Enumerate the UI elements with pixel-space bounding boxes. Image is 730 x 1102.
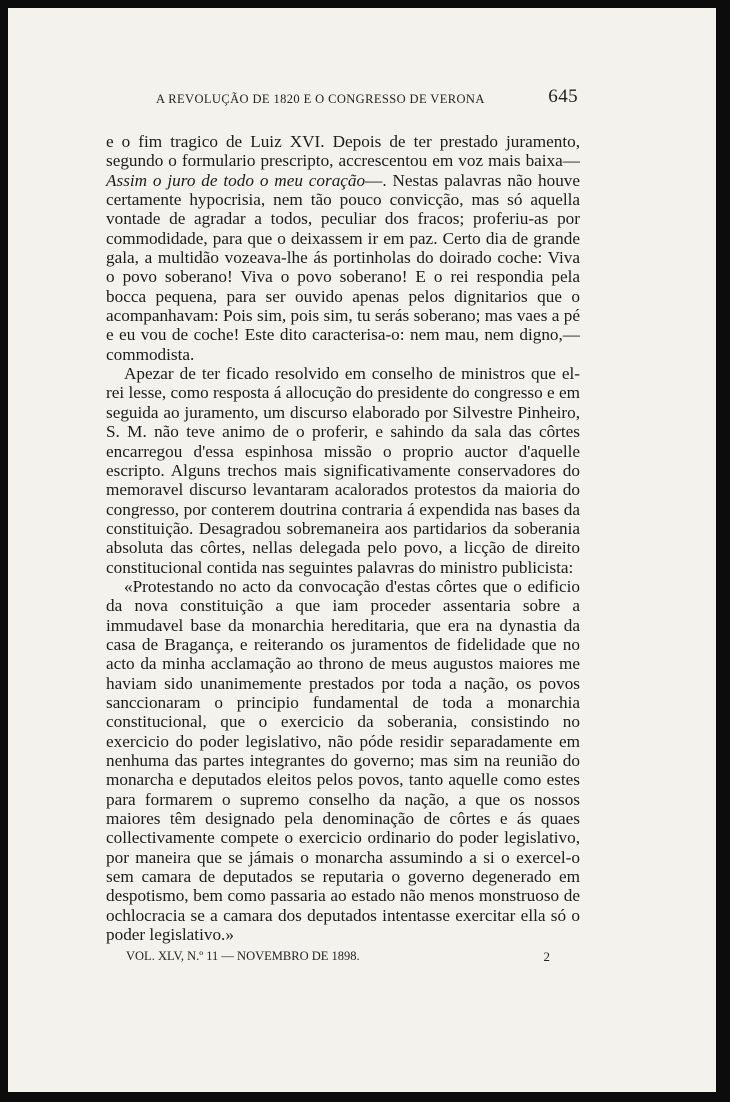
volume-line: VOL. XLV, N.º 11 — NOVEMBRO DE 1898.: [126, 949, 360, 963]
signature-mark: 2: [543, 949, 550, 964]
paragraph-3-quotation: «Protestando no acto da convocação d'estas côrtes que o edificio da nova constituição a que iam proceder assentaria sobre a immudavel base da monarchia hereditaria, que era na dynastia da casa de Bragança, e reiterando os juramentos de fidelidade que no acto da minha acclamação ao throno de meus augustos maiores me haviam sido unanimemente prestados por toda a nação, os povos sanccionaram o principio fundamental de toda a monarchia constitucional, que o exercicio da soberania, consistindo no exercicio do poder legislativo, não póde residir separadamente em nenhuma das partes integrantes do governo; mas sim na reunião do monarcha e deputados eleitos pelos povos, tanto aquelle como estes para formarem o supremo conselho da nação, a que os nossos maiores têm designado pela denominação de côrtes e ás quaes collectivamente compete o exercicio ordinario do poder legislativo, por maneira que se jámais o monarcha assumindo a si o exercel-o sem camara de deputados se reputaria o governo degenerado em despotismo, bem como passaria ao estado não menos monstruoso de ochlocracia se a camara dos deputados intentasse exercitar ella só o poder legislativo.»: [106, 576, 580, 945]
running-header: [156, 86, 578, 107]
paragraph-2: Apezar de ter ficado resolvido em conselho de ministros que el-rei lesse, como resposta á allocução do presidente do congresso e em seguida ao juramento, um discurso elaborado por Silvestre Pinheiro, S. M. não teve animo de o proferir, e sahindo da sala das côrtes encarregou d'essa espinhosa missão o proprio auctor d'aquelle escripto. Alguns trechos mais significativamente conservadores do memoravel discurso levantaram acalorados protestos da maioria do congresso, por conterem doutrina contraria á expendida nas bases da constituição. Desagradou sobremaneira aos partidarios da soberania absoluta das côrtes, nellas delegada pelo povo, a licção de direito constitucional contida nas seguintes palavras do ministro publicista:: [106, 364, 580, 577]
page-footer: [126, 949, 550, 964]
paragraph-1-start: e o fim tragico de Luiz XVI. Depois de ter prestado juramento, segundo o formulario prescripto, accrescentou em voz mais baixa—: [106, 132, 580, 171]
oath-quote: Assim o juro de todo o meu coração: [106, 170, 366, 190]
page-number: 645: [548, 86, 578, 107]
body-text: [106, 132, 580, 944]
paragraph-1: [106, 132, 580, 364]
running-title: A REVOLUÇÃO DE 1820 E O CONGRESSO DE VERONA: [156, 92, 485, 106]
book-page: [8, 8, 716, 1092]
paragraph-1-end: —. Nestas palavras não houve certamente hypocrisia, nem tão pouco convicção, mas só aquella vontade de agradar a todos, peculiar dos fracos; proferiu-as por commodidade, para que o deixassem ir em paz. Certo dia de grande gala, a multidão vozeava-lhe ás portinholas do doirado coche: Viva o povo soberano! Viva o povo soberano! E o rei respondia pela bocca pequena, para ser ouvido apenas pelos dignitarios que o acompanhavam: Pois sim, pois sim, tu serás soberano; mas vaes a pé e eu vou de coche! Este dito caracterisa-o: nem mau, nem digno,—commodista.: [106, 170, 581, 364]
